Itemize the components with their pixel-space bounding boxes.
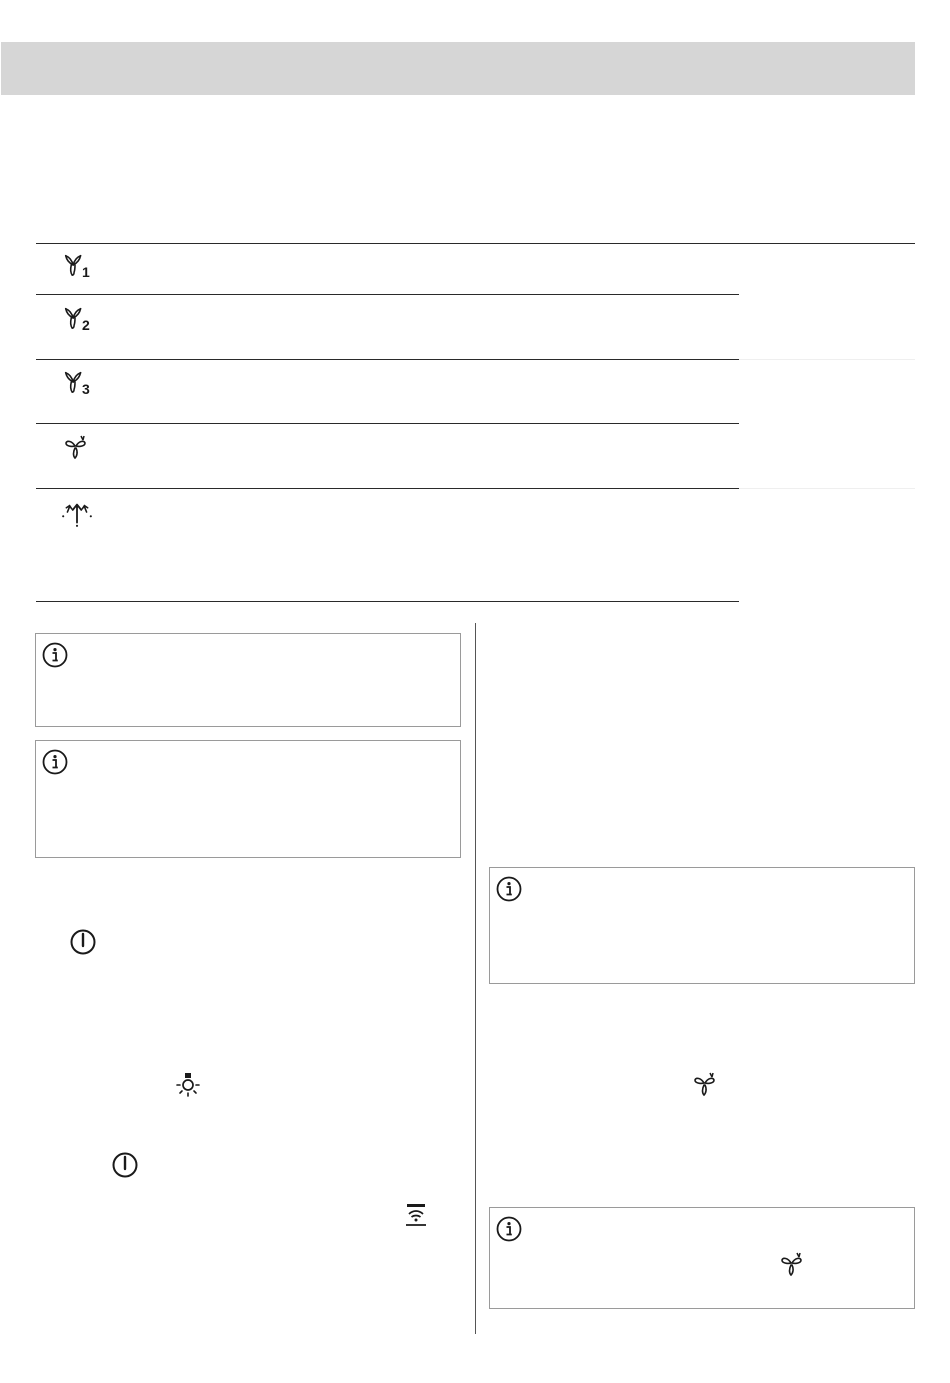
- table-row-rule: [36, 488, 739, 489]
- light-icon: [174, 1071, 202, 1099]
- table-row-rule: [36, 359, 739, 360]
- fan-speed-3-icon: [62, 369, 96, 403]
- hob-connection-icon: [402, 1202, 430, 1230]
- speed-label: 1: [82, 264, 90, 280]
- info-note: [489, 1207, 915, 1309]
- column-divider: [475, 623, 476, 1334]
- table-bottom-rule: [36, 601, 739, 602]
- speed-label: 3: [82, 381, 90, 397]
- table-row-rule-extension: [739, 488, 915, 489]
- info-icon: [496, 876, 522, 902]
- power-icon: [111, 1151, 139, 1179]
- fan-boost-icon: [778, 1250, 806, 1278]
- info-note: [489, 867, 915, 984]
- fan-speed-1-icon: [62, 252, 96, 286]
- info-icon: [496, 1216, 522, 1242]
- fan-boost-icon: [691, 1070, 719, 1098]
- table-row-rule-extension: [739, 359, 915, 360]
- info-icon: [42, 749, 68, 775]
- table-top-rule: [36, 243, 915, 244]
- table-row-rule: [36, 423, 739, 424]
- header-bar: [1, 42, 915, 95]
- fan-speed-2-icon: [62, 305, 96, 339]
- info-note: [35, 633, 461, 727]
- auto-extraction-icon: [60, 497, 94, 531]
- table-row-rule: [36, 294, 739, 295]
- power-icon: [69, 928, 97, 956]
- fan-boost-icon: [62, 433, 96, 467]
- speed-label: 2: [82, 317, 90, 333]
- info-icon: [42, 642, 68, 668]
- info-note: [35, 740, 461, 858]
